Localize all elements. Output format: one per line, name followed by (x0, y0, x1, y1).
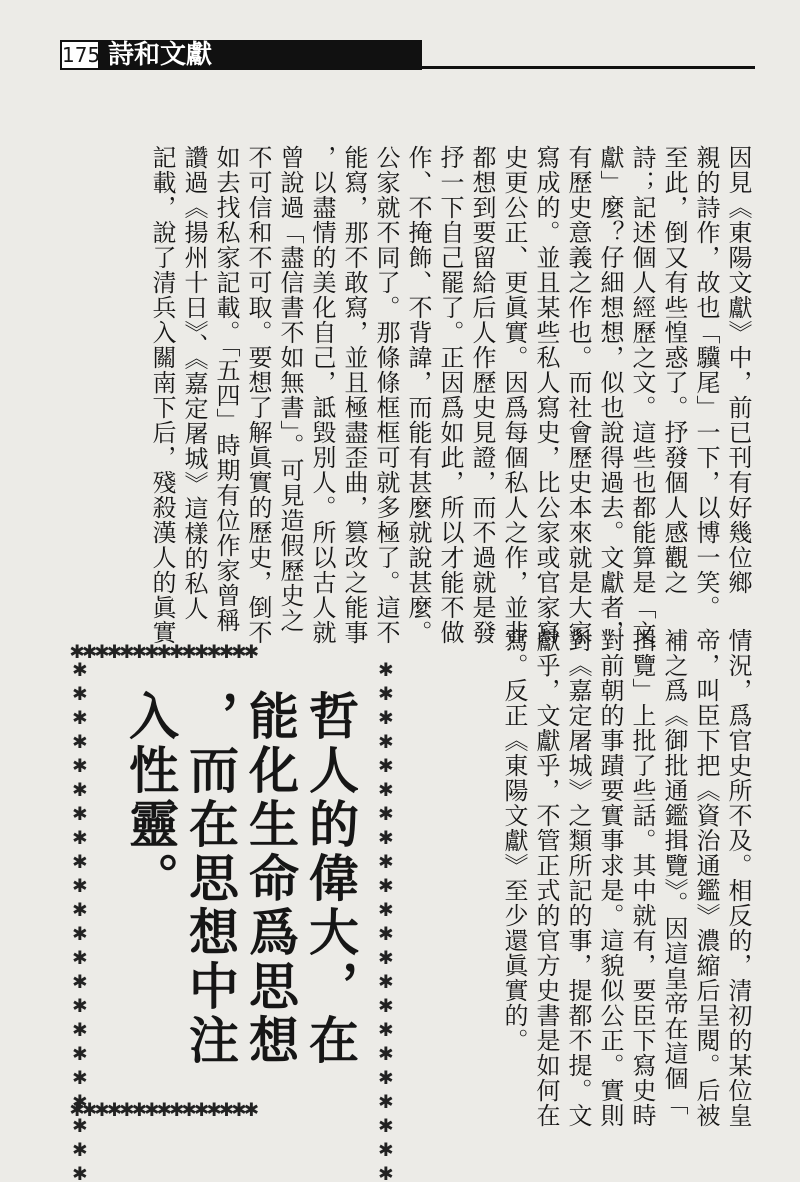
quote-column: ，而在思想中注 (181, 690, 240, 1068)
section-title: 詩和文獻 (100, 40, 422, 70)
text-column: 曾說過「盡信書不如無書」。可見造假歷史之 (276, 145, 304, 633)
text-column: 抒一下自己罷了。正因爲如此，所以才能不做 (436, 145, 464, 645)
text-column: 對前朝的事蹟要實事求是。這貌似公正。實則 (596, 628, 624, 1128)
text-column: 如去找私家記載。「五四」時期有位作家曾稱 (212, 145, 240, 633)
quote-column: 能化生命爲思想 (241, 690, 300, 1068)
frame-bottom-border: ✱✱✱✱✱✱✱✱✱✱✱✱✱✱✱ (70, 1094, 257, 1122)
text-column: ，以盡情的美化自己，詆毀別人。所以古人就 (308, 145, 336, 645)
quote-column: 入性靈。 (121, 690, 180, 906)
text-column: 至此，倒又有些惶惑了。抒發個人感觀之 (660, 145, 688, 595)
text-column: 作、不掩飾、不背諱，而能有甚麼就說甚麼。 (404, 145, 432, 645)
frame-top-border: ✱✱✱✱✱✱✱✱✱✱✱✱✱✱✱ (70, 636, 257, 664)
text-column: 獻乎，文獻乎，不管正式的官方史書是如何在 (532, 628, 560, 1128)
quote-column: 哲人的偉大，在 (301, 690, 360, 1068)
text-column: 親的詩作，故也「驥尾」一下，以博一笑。 (692, 145, 720, 620)
frame-left-border: ✱✱✱✱✱✱✱✱✱✱✱✱✱✱✱✱✱✱✱✱✱✱ (66, 654, 94, 1182)
text-column: 記載，說了清兵入關南下后，殘殺漢人的眞實 (148, 145, 176, 645)
text-column: 情況，爲官史所不及。相反的，清初的某位皇 (724, 628, 752, 1128)
text-column: 公家就不同了。那條條框框可就多極了。這不 (372, 145, 400, 645)
text-column: 補之爲《御批通鑑揖覽》。因這皇帝在這個「 (660, 628, 688, 1116)
text-column: 都想到要留給后人作歷史見證，而不過就是發 (468, 145, 496, 645)
frame-right-border: ✱✱✱✱✱✱✱✱✱✱✱✱✱✱✱✱✱✱✱✱✱✱ (372, 654, 400, 1182)
page-number: 175 (60, 40, 100, 70)
text-column: 因見《東陽文獻》中，前已刊有好幾位鄉 (724, 145, 752, 595)
text-column: 史更公正、更眞實。因爲每個私人之作，並非 (500, 145, 528, 645)
text-column: 有歷史意義之作也。而社會歷史本來就是大家 (564, 145, 592, 645)
text-column: 獻」麼？仔細想想，似也說得過去。文獻者， (596, 145, 624, 645)
upper-body-text (146, 145, 754, 645)
framed-quote (120, 690, 360, 1070)
header-rule (380, 66, 755, 69)
text-column: 寫。反正《東陽文獻》至少還眞實的。 (500, 628, 528, 1053)
text-column: 讚過《揚州十日》、《嘉定屠城》這樣的私人 (180, 145, 208, 621)
text-column: 不可信和不可取。要想了解眞實的歷史，倒不 (244, 145, 272, 645)
lower-body-text (498, 628, 754, 1128)
text-column: 帝，叫臣下把《資治通鑑》濃縮后呈閱。后被 (692, 628, 720, 1128)
text-column: 詩；記述個人經歷之文。這些也都能算是「文 (628, 145, 656, 645)
text-column: 能寫，那不敢寫，並且極盡歪曲，篡改之能事 (340, 145, 368, 645)
text-column: 寫成的。並且某些私人寫史，比公家或官家寫 (532, 145, 560, 645)
text-column: 對《嘉定屠城》之類所記的事，提都不提。文 (564, 628, 592, 1128)
text-column: 揖覽」上批了些話。其中就有，要臣下寫史時 (628, 628, 656, 1128)
